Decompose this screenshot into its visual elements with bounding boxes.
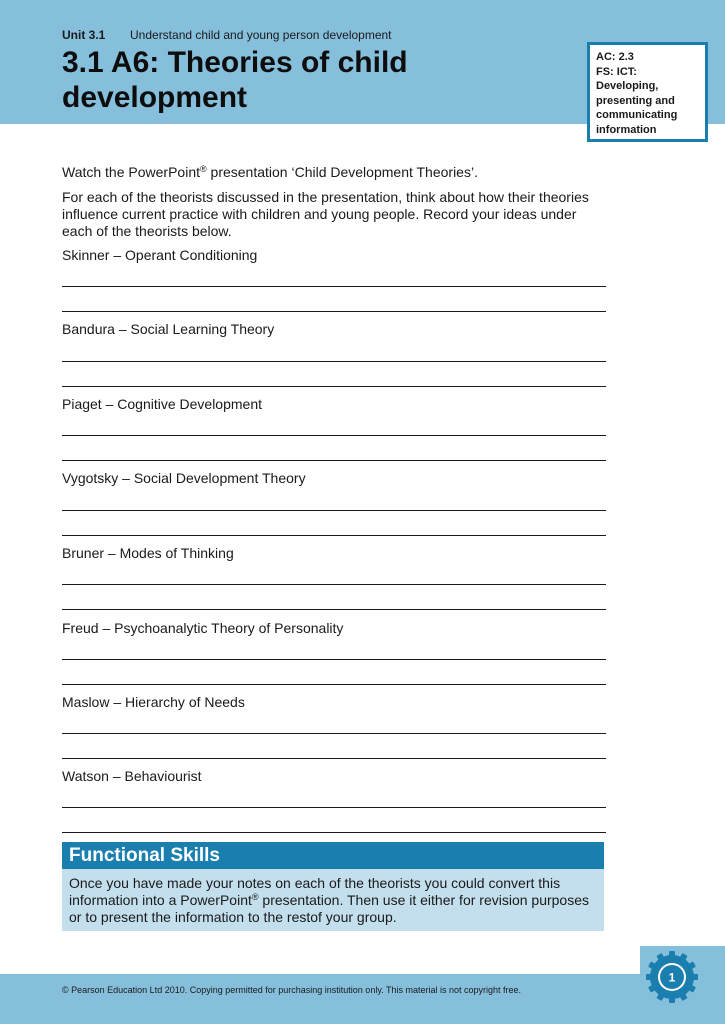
page-title: 3.1 A6: Theories of child development xyxy=(62,46,408,114)
answer-line[interactable] xyxy=(62,311,606,312)
theorist-label: Vygotsky – Social Development Theory xyxy=(62,470,306,486)
intro-instruction xyxy=(62,164,592,181)
answer-line[interactable] xyxy=(62,584,606,585)
theorist-bruner xyxy=(62,545,606,562)
answer-line[interactable] xyxy=(62,807,606,808)
intro-task: For each of the theorists discussed in the presentation, think about how their theories influence current practice with children and young people. Record your ideas under each of the theorists below. xyxy=(62,189,589,239)
answer-line[interactable] xyxy=(62,832,606,833)
registered-mark: ® xyxy=(251,892,259,902)
functional-skills-body xyxy=(69,875,599,926)
fs-text: Once you have made your notes on each of the theorists you could convert this information into a PowerPoint xyxy=(69,875,561,908)
functional-skills-title: Functional Skills xyxy=(62,842,604,869)
criteria-line: Developing, xyxy=(596,80,659,92)
answer-line[interactable] xyxy=(62,684,606,685)
theorist-freud xyxy=(62,620,606,637)
theorist-label: Freud – Psychoanalytic Theory of Personality xyxy=(62,620,344,636)
criteria-line: AC: 2.3 xyxy=(596,51,634,63)
answer-line[interactable] xyxy=(62,361,606,362)
answer-line[interactable] xyxy=(62,460,606,461)
criteria-line: presenting and xyxy=(596,94,675,107)
footer-copyright: © Pearson Education Ltd 2010. Copying permitted for purchasing institution only. This material is not copyright free. xyxy=(62,985,522,995)
theorist-label: Bruner – Modes of Thinking xyxy=(62,545,234,561)
theorist-bandura xyxy=(62,321,606,338)
theorist-label: Bandura – Social Learning Theory xyxy=(62,321,275,337)
unit-number: Unit 3.1 xyxy=(62,28,106,42)
theorist-maslow xyxy=(62,694,606,711)
criteria-box xyxy=(587,42,708,142)
criteria-line: FS: ICT: xyxy=(596,65,637,78)
answer-line[interactable] xyxy=(62,535,606,536)
criteria-line: information xyxy=(596,123,657,136)
theorist-watson xyxy=(62,768,606,785)
unit-line xyxy=(62,28,392,42)
answer-line[interactable] xyxy=(62,386,606,387)
answer-line[interactable] xyxy=(62,733,606,734)
answer-line[interactable] xyxy=(62,286,606,287)
page-number-badge xyxy=(645,950,699,1004)
theorist-label: Watson – Behaviourist xyxy=(62,768,202,784)
intro-text-cont: presentation ‘Child Development Theories’. xyxy=(206,164,478,180)
answer-line[interactable] xyxy=(62,758,606,759)
unit-title: Understand child and young person development xyxy=(130,28,392,42)
page-number: 1 xyxy=(668,970,676,985)
theorist-vygotsky xyxy=(62,470,606,487)
answer-line[interactable] xyxy=(62,510,606,511)
footer-band xyxy=(0,974,725,1024)
theorist-piaget xyxy=(62,396,606,413)
answer-line[interactable] xyxy=(62,435,606,436)
theorist-label: Maslow – Hierarchy of Needs xyxy=(62,694,245,710)
functional-skills-panel xyxy=(62,842,604,931)
theorist-label: Skinner – Operant Conditioning xyxy=(62,247,258,263)
intro-text: Watch the PowerPoint xyxy=(62,164,200,180)
answer-line[interactable] xyxy=(62,609,606,610)
theorist-label: Piaget – Cognitive Development xyxy=(62,396,263,412)
answer-line[interactable] xyxy=(62,659,606,660)
registered-mark: ® xyxy=(200,164,207,174)
theorist-skinner xyxy=(62,247,606,264)
fs-text-cont: presentation. Then use it either for revision purposes or to present the information to the restof your group. xyxy=(69,892,589,925)
criteria-line: communicating xyxy=(596,109,678,121)
